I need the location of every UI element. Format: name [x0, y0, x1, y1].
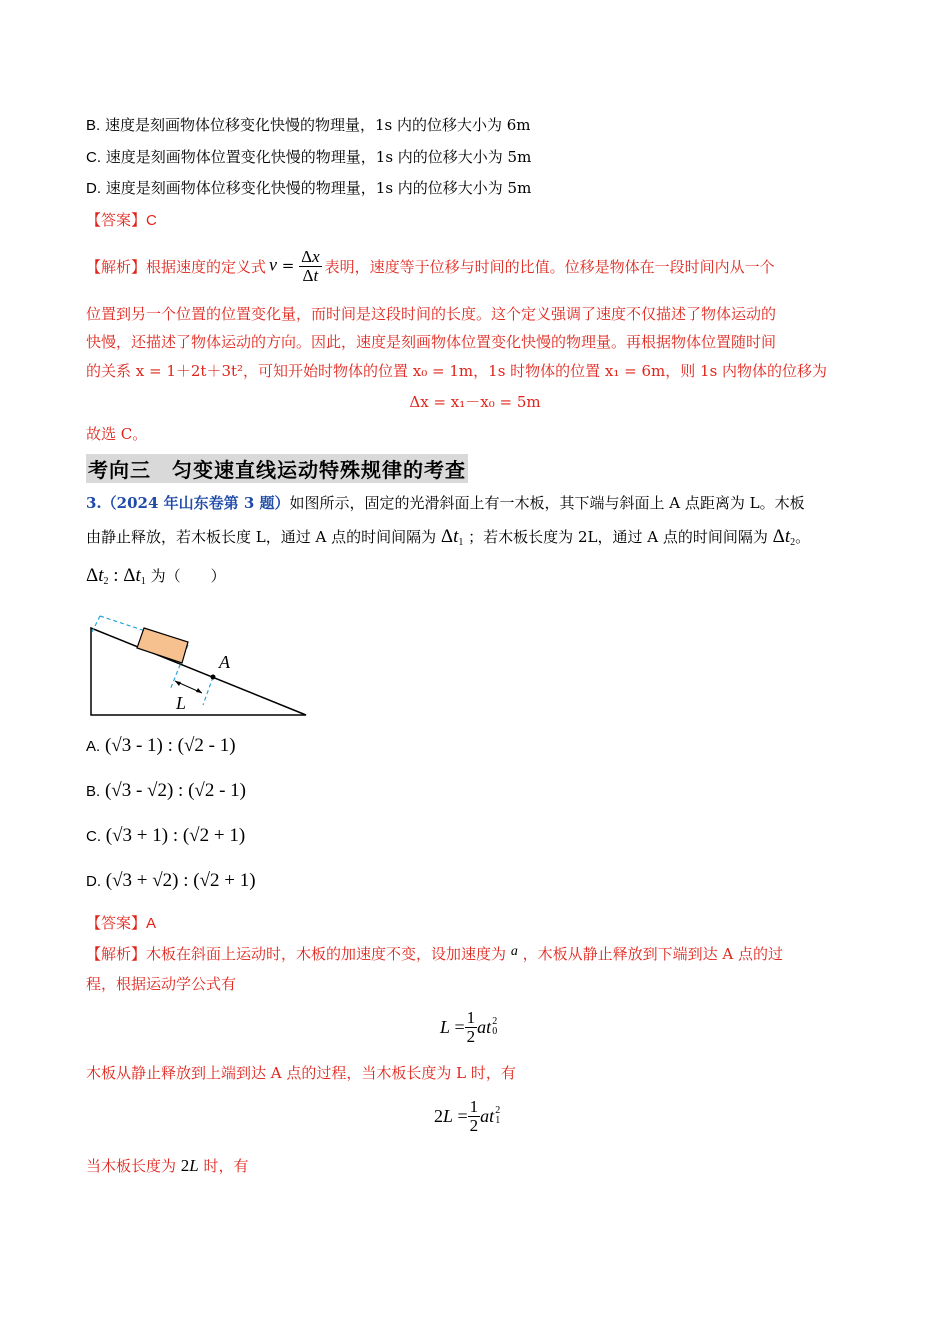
option-d-prev: D. 速度是刻画物体位移变化快慢的物理量，1s 内的位移大小为 5m [86, 179, 532, 197]
analysis-1-line-1: 【解析】 根据速度的定义式 v = $\frac{\Delta x}{\Delta t}$ 表明，速度等于位移与时间的比值。位移是物体在一段时间内从一个 [86, 246, 775, 285]
option-c-prev: C. 速度是刻画物体位置变化快慢的物理量，1s 内的位移大小为 5m [86, 148, 532, 166]
answer-1: 【答案】C [86, 211, 157, 229]
delta-t2-symbol: $\Delta t_2$ [772, 526, 796, 548]
option-d: D. (√3 + √2) : (√2 + 1) [86, 870, 256, 891]
point-a [211, 675, 216, 680]
question-line-2: 由静止释放，若木板长度 L，通过 A 点的时间间隔为 $\Delta t_1$ ；若木板长度为 2L，通过 A 点的时间间隔为 $\Delta t_2$。 [86, 526, 811, 548]
analysis-1-line-4: 的关系 x = 1＋2t＋3t²，可知开始时物体的位置 x₀ = 1m，1s 时物体的位置 x₁ = 6m，则 1s 内物体的位移为 [86, 362, 828, 380]
analysis-1-line-2: 位置到另一个位置的位置变化量，而时间是这段时间的长度。这个定义强调了速度不仅描述了物体运动的 [86, 305, 777, 323]
conclusion-1: 故选 C。 [86, 425, 148, 443]
point-a-label: A [219, 652, 230, 672]
option-c: C. (√3 + 1) : (√2 + 1) [86, 825, 246, 846]
question-line-3: $\Delta t_2$ : $\Delta t_1$ 为（ ） [86, 565, 226, 587]
delta-t1-symbol: $\Delta t_1$ [440, 526, 464, 548]
incline-figure [86, 605, 316, 720]
answer-2: 【答案】A [86, 914, 157, 932]
analysis-2-line-1: 【解析】木板在斜面上运动时，木板的加速度不变，设加速度为 a ，木板从静止释放到下端到达 A 点的过 [86, 944, 783, 963]
displacement-equation: Δx = x₁－x₀ = 5m [409, 393, 541, 411]
equation-2l: 2 L = $\frac{1}{2}$ at 2 1 [434, 1096, 501, 1135]
section-heading: 考向三 匀变速直线运动特殊规律的考查 [86, 454, 468, 483]
wooden-board [137, 628, 188, 663]
analysis-2-line-3: 木板从静止释放到上端到达 A 点的过程，当木板长度为 L 时，有 [86, 1064, 516, 1082]
analysis-1-line-3: 快慢，还描述了物体运动的方向。因此，速度是刻画物体位置变化快慢的物理量。再根据物体位置随时间 [86, 333, 777, 351]
option-b: B. (√3 - √2) : (√2 - 1) [86, 780, 246, 801]
length-2l-symbol: 2L [180, 1156, 199, 1175]
analysis-2-line-2: 程，根据运动学公式有 [86, 975, 237, 993]
analysis-2-line-4: 当木板长度为 2L 时，有 [86, 1156, 249, 1175]
equation-l: L = $\frac{1}{2}$ at 2 0 [440, 1007, 498, 1046]
velocity-formula: v = $\frac{\Delta x}{\Delta t}$ [269, 246, 320, 285]
point-a-guide [203, 677, 213, 705]
ratio-symbol: $\Delta t_2$ : $\Delta t_1$ [86, 565, 146, 587]
incline-slope [91, 628, 306, 715]
question-line-1: 3.（2024 年山东卷第 3 题）如图所示，固定的光滑斜面上有一木板，其下端与斜面上 A 点距离为 L。木板 [86, 494, 805, 512]
option-a: A. (√3 - 1) : (√2 - 1) [86, 735, 236, 756]
acceleration-symbol: a [510, 944, 518, 959]
option-b-prev: B. 速度是刻画物体位移变化快慢的物理量，1s 内的位移大小为 6m [86, 116, 531, 134]
length-label: L [176, 693, 187, 713]
